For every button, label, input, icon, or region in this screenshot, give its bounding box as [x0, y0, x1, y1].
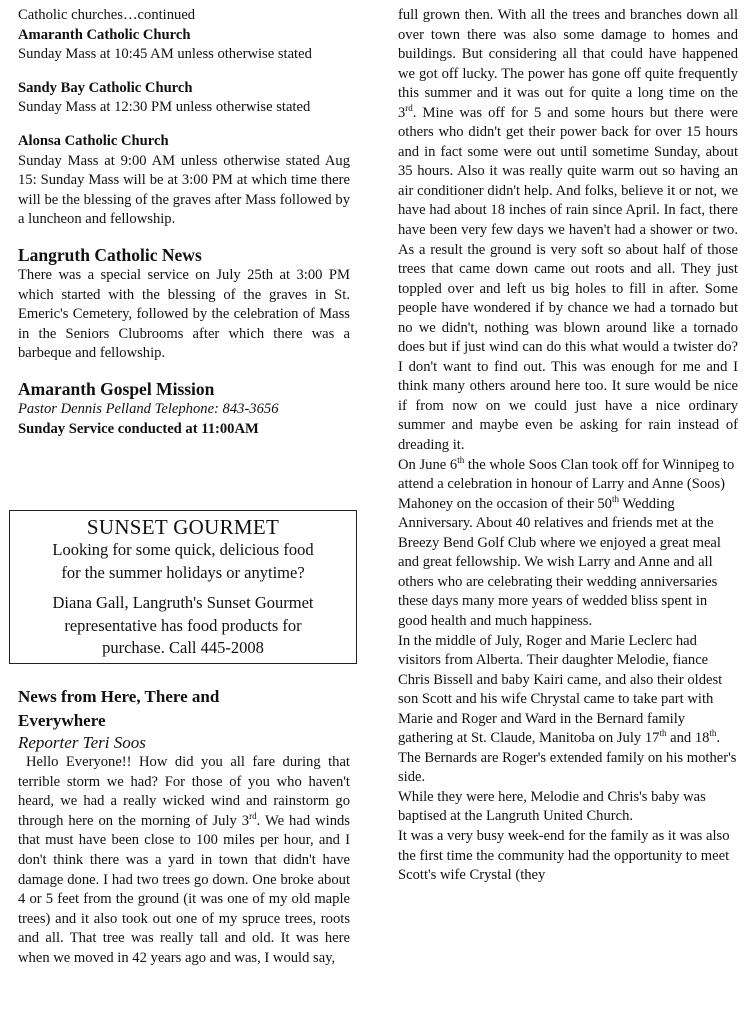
baptism-paragraph: While they were here, Melodie and Chris's baby was baptised at the Langruth United Church. [398, 788, 706, 825]
alonsa-section [18, 132, 350, 230]
anniversary-text-2: the whole Soos Clan took off for Winnipeg to attend a celebration in honour of Larry and Anne (Soos) Mahoney on the occasion of their 50 [398, 456, 735, 512]
continued-heading: Catholic churches…continued [18, 7, 196, 23]
ad-line-1: Looking for some quick, delicious food [52, 540, 314, 559]
left-column [18, 6, 350, 439]
ad-title: SUNSET GOURMET [86, 515, 280, 539]
langruth-catholic-text: There was a special service on July 25th at 3:00 PM which started with the blessing of the graves in St. Emeric's Cemetery, followed by the celebration of Mass in the Seniors Clubrooms after which there was a barbeque and fellowship. [18, 266, 350, 362]
ad-line-2: for the summer holidays or anytime? [61, 562, 305, 582]
anniversary-sup-1: th [457, 454, 465, 465]
anniversary-paragraph [398, 456, 738, 632]
sandy-bay-text: Sunday Mass at 12:30 PM unless otherwise stated [18, 99, 311, 116]
news-body-part-2: . We had winds that must have been close to 100 miles per hour, and I don't think there was a yard in town that didn't have damage done. I had two trees go down. One broke about 4 or 5 feet from the ground (it was one of my old maple trees) and it also took out one of my spruce trees, roots and all. That tree was really tall and old. It was here when we moved in 42 years ago and was, I would say, [18, 812, 350, 966]
langruth-catholic-section [18, 244, 350, 364]
anniversary-sup-2: th [611, 493, 619, 504]
amaranth-catholic-section [18, 26, 350, 65]
gospel-mission-section [18, 378, 350, 439]
anniversary-text-1: On June 6 [398, 456, 458, 473]
amaranth-catholic-title: Amaranth Catholic Church [18, 26, 191, 43]
bernards-paragraph: The Bernards are Roger's extended family on his mother's side. [398, 749, 737, 786]
leclerc-text-2: and 18 [666, 730, 710, 747]
leclerc-paragraph [398, 632, 738, 749]
storm-text-1: full grown then. With all the trees and branches down all over town there was also some damage to homes and buildings. But considering all that could have happened we got off lucky. The power has gone off quite frequently this summer and it was out for quite a long time on the 3 [398, 7, 738, 121]
leclerc-sup-2: th [709, 728, 717, 739]
storm-sup: rd [405, 102, 413, 113]
leclerc-text-3: . [716, 730, 721, 747]
gospel-service: Sunday Service conducted at 11:00AM [18, 420, 259, 437]
leclerc-sup-1: th [659, 728, 667, 739]
right-column [398, 6, 738, 886]
anniversary-text-3: Wedding Anniversary. About 40 relatives and friends met at the Breezy Bend Golf Club where we enjoyed a great meal and great fellowship. We wish Larry and Anne and all others who are celebrating their wedding anniversaries these days many more years of wedded bliss spent in good health and much happiness. [398, 495, 721, 629]
ad-line-5: purchase. Call 445-2008 [102, 638, 264, 657]
amaranth-catholic-text: Sunday Mass at 10:45 AM unless otherwise stated [18, 46, 312, 63]
leclerc-text-1: In the middle of July, Roger and Marie Leclerc had visitors from Alberta. Their daughter Melodie, fiance Chris Bissell and baby Kairi came, and also their oldest son Scott and his wife Chrystal came to take part with Marie and Roger and Ward in the Bernard family gathering at St. Claude, Manitoba on July 17 [398, 632, 723, 747]
gospel-mission-title: Amaranth Gospel Mission [18, 378, 215, 399]
sunset-gourmet-ad [9, 510, 357, 664]
langruth-catholic-title: Langruth Catholic News [18, 244, 202, 265]
news-section [18, 685, 350, 969]
news-reporter: Reporter Teri Soos [18, 733, 146, 752]
gospel-pastor: Pastor Dennis Pelland Telephone: 843-3656 [18, 400, 279, 417]
sandy-bay-section [18, 79, 350, 118]
ad-spacer [10, 584, 356, 592]
news-title-line-2: Everywhere [18, 711, 106, 730]
alonsa-title: Alonsa Catholic Church [18, 132, 169, 149]
busy-weekend-paragraph: It was a very busy week-end for the family as it was also the first time the community had the opportunity to meet Scott's wife Crystal (they [398, 827, 730, 884]
ad-line-3: Diana Gall, Langruth's Sunset Gourmet [52, 593, 314, 612]
alonsa-text: Sunday Mass at 9:00 AM unless otherwise stated Aug 15: Sunday Mass will be at 3:00 PM at which time there will be the blessing of the graves after Mass followed by a luncheon and fellowship. [18, 152, 350, 228]
news-title-line-1: News from Here, There and [18, 687, 220, 706]
ad-line-4: representative has food products for [64, 615, 302, 635]
storm-text-2: . Mine was off for 5 and some hours but there were others who didn't get their power back for over 15 hours and in fact some were out until sometime Sunday, about 35 hours. Also it was really quite warm out so having an air conditioner didn't help. And folks, believe it or not, we have had about 18 inches of rain since April. In fact, there have been very few days we haven't had a shower or two. As a result the ground is very soft so about half of those trees that came down came out roots and all. They just toppled over and left us big holes to fill in after. Some people have wondered if by chance we had a tornado but no we didn't, nothing was blown around like a tornado does but if just wind can do this what would a twister do? I don't want to find out. This was enough for me and I think many others around here too. It sure would be nice if from now on we could just have a nice ordinary summer and maybe even be asking for rain instead of dreading it. [398, 104, 738, 454]
news-body [18, 753, 350, 969]
news-body-part-1: Hello Everyone!! How did you all fare during that terrible storm we had? For those of you who haven't heard, we had a really wicked wind and rainstorm go through here on the morning of July 3 [18, 754, 350, 829]
storm-paragraph [398, 6, 738, 456]
sandy-bay-title: Sandy Bay Catholic Church [18, 79, 193, 96]
news-body-sup: rd [249, 810, 257, 821]
